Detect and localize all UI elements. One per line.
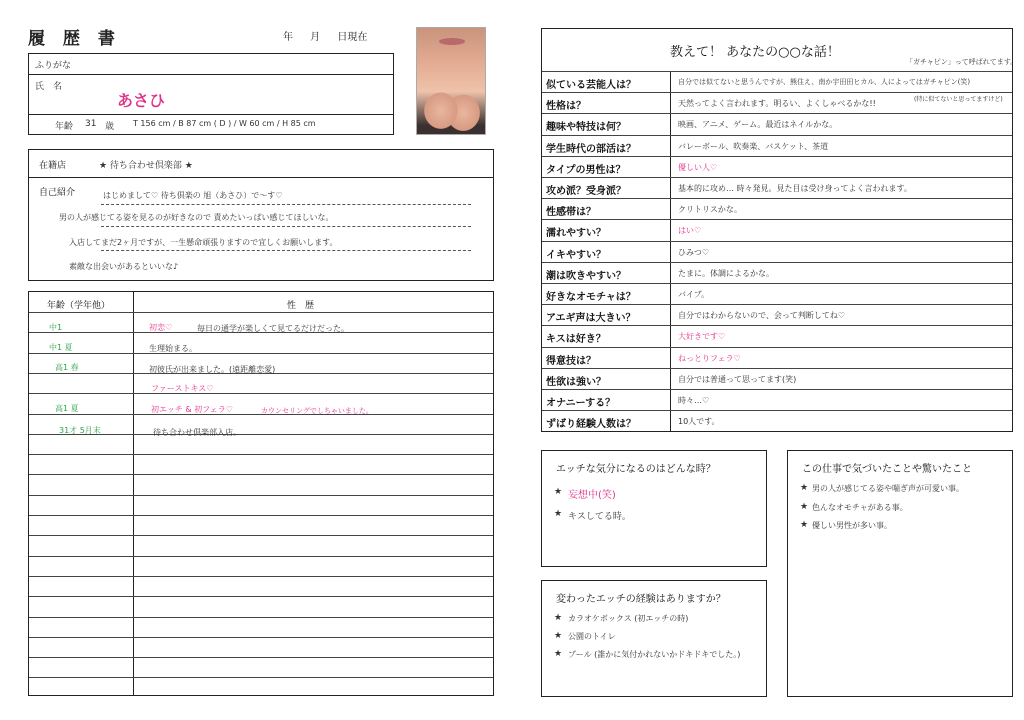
- question-rule-line: [542, 325, 1012, 326]
- question-rule-line: [542, 389, 1012, 390]
- history-col-sex: 性 歴: [287, 301, 315, 311]
- history-text: 初彼氏が出来ました。(遠距離恋愛): [149, 365, 276, 374]
- question-answer: 自分では似てないと思うんですが、熊住え、南か宇田田ヒカル、人によってはガチャピン(笑): [678, 78, 971, 86]
- question-rule-line: [542, 177, 1012, 178]
- intro-line: 入店してまだ2ヶ月ですが、一生懸命頑張りますので宜しくお願いします。: [69, 238, 338, 247]
- question-rule-line: [542, 219, 1012, 220]
- question-answer: 時々…♡: [678, 396, 710, 405]
- history-age: 高1 夏: [55, 404, 79, 413]
- question-label: 攻め派？受身派？: [546, 186, 626, 197]
- question-answer: バイブ。: [678, 290, 710, 299]
- question-label: ずばり経験人数は？: [546, 419, 636, 431]
- history-rule-line: [29, 617, 493, 618]
- question-rule-line: [542, 283, 1012, 284]
- profile-photo: [416, 27, 486, 135]
- question-label: キスは好き？: [546, 334, 606, 346]
- star-bullet-icon: ★: [800, 483, 809, 493]
- exp-title: 変わったエッチの経験はありますか？: [556, 594, 726, 605]
- question-rule-line: [542, 410, 1012, 411]
- question-label: 潮は吹きやすい？: [546, 270, 626, 282]
- history-rule-line: [29, 474, 493, 475]
- question-label: 濡れやすい？: [546, 228, 606, 240]
- history-age: 中1 夏: [49, 343, 73, 352]
- measurements: T 156 cm / B 87 cm ( D ) / W 60 cm / H 85 cm: [133, 119, 316, 128]
- store-box: [28, 149, 494, 281]
- job-item: 男の人が感じてる姿や喘ぎ声が可愛い事。: [812, 484, 964, 493]
- question-rule-line: [542, 262, 1012, 263]
- star-bullet-icon: ★: [800, 520, 809, 530]
- job-notice-box: [787, 450, 1013, 697]
- job-item: 色んなオモチャがある事。: [812, 503, 908, 512]
- question-label: 学生時代の部活は？: [546, 143, 636, 155]
- question-answer: たまに。体調によるかな。: [678, 268, 774, 278]
- history-rule-line: [29, 677, 493, 678]
- question-answer: バレーボール、吹奏楽、バスケット、茶道: [678, 141, 829, 151]
- experience-box: [541, 580, 767, 697]
- history-rule-line: [29, 495, 493, 496]
- question-label: 性感帯は？: [546, 207, 596, 219]
- question-label: 得意技は？: [546, 355, 596, 367]
- ecchi-item: 妄想中(笑): [568, 490, 616, 501]
- questions-note-top: 「ガチャピン」って呼ばれてます。: [906, 58, 1018, 66]
- history-table: [28, 291, 494, 696]
- intro-line: はじめまして♡ 待ち倶楽の 旭（あさひ）で～す♡: [103, 191, 283, 200]
- question-rule-line: [542, 368, 1012, 369]
- history-rule-line: [29, 454, 493, 455]
- history-text: カウンセリングでしちゃいました。: [261, 407, 373, 415]
- history-age: 中1: [49, 323, 63, 332]
- star-bullet-icon: ★: [554, 509, 563, 519]
- question-label: イキやすい？: [546, 249, 606, 261]
- job-item: 優しい男性が多い事。: [812, 521, 892, 530]
- history-text-pink: 初エッチ & 初フェラ♡: [151, 405, 233, 414]
- question-rule-line: [542, 71, 1012, 72]
- question-answer: クリトリスかな。: [678, 205, 742, 215]
- question-rule-line: [542, 241, 1012, 242]
- ecchi-item: キスしてる時。: [568, 512, 631, 522]
- star-bullet-icon: ★: [554, 487, 563, 497]
- store-label: 在籍店: [39, 161, 67, 171]
- intro-line: 素敵な出会いがあるといいな♪: [69, 262, 179, 271]
- history-col-age: 年齢（学年他）: [47, 301, 111, 311]
- question-rule-line: [542, 304, 1012, 305]
- history-rule-line: [29, 312, 493, 313]
- question-label: 好きなオモチャは？: [546, 292, 636, 303]
- history-age: 高1 春: [55, 363, 79, 372]
- history-text-pink: 初恋♡: [149, 323, 173, 332]
- question-rule-line: [542, 198, 1012, 199]
- age-unit: 歳: [105, 122, 115, 132]
- question-answer: 自分では普通って思ってます(笑): [678, 374, 797, 384]
- history-rule-line: [29, 353, 493, 354]
- history-text: 生理始まる。: [149, 344, 197, 353]
- store-name: ★ 待ち合わせ倶楽部 ★: [99, 161, 193, 171]
- intro-label: 自己紹介: [39, 188, 76, 198]
- page-title: 履 歴 書: [28, 29, 121, 49]
- question-answer: 自分ではわからないので、会って判断してね♡: [678, 311, 846, 321]
- age-value: 31: [85, 119, 97, 129]
- question-answer: 大好きです♡: [678, 332, 726, 342]
- star-bullet-icon: ★: [800, 502, 809, 512]
- profile-box: [28, 53, 394, 135]
- history-rule-line: [29, 596, 493, 597]
- question-answer: ひみつ♡: [678, 247, 710, 257]
- job-title: この仕事で気づいたことや驚いたこと: [802, 464, 972, 475]
- history-rule-line: [29, 637, 493, 638]
- age-label: 年齢: [55, 122, 74, 132]
- question-label: 似ている芸能人は？: [546, 80, 636, 91]
- history-rule-line: [29, 556, 493, 557]
- history-text: 待ち合わせ倶楽部入店。: [153, 428, 241, 437]
- history-text: 毎日の通学が楽しくて見てるだけだった。: [197, 324, 349, 333]
- question-label: オナニーする？: [546, 398, 616, 409]
- questions-table: [541, 28, 1018, 432]
- exp-item: カラオケボックス (初エッチの時): [568, 614, 689, 623]
- question-answer: 優しい人♡: [678, 162, 718, 172]
- name-label: 氏 名: [35, 82, 63, 92]
- questions-title: 教えて！ あなたの○○な話！: [670, 45, 840, 60]
- ecchi-mood-box: [541, 450, 767, 567]
- history-rule-line: [29, 657, 493, 658]
- furigana-label: ふりがな: [35, 61, 72, 71]
- history-text-pink: ファーストキス♡: [151, 384, 214, 393]
- star-bullet-icon: ★: [554, 649, 563, 659]
- history-rule-line: [29, 393, 493, 394]
- question-answer: 天然ってよく言われます。明るい、よくしゃべるかな!!: [678, 99, 876, 109]
- question-rule-line: [542, 135, 1012, 136]
- question-rule-line: [542, 92, 1012, 93]
- name-value: あさひ: [117, 91, 166, 110]
- question-answer: はい♡: [678, 226, 702, 236]
- ecchi-title: エッチな気分になるのはどんな時？: [556, 464, 716, 475]
- exp-item: 公園のトイレ: [568, 632, 616, 641]
- date-label: 年 月 日現在: [283, 32, 368, 43]
- question-answer: 基本的に攻め… 時々発見。見た目は受け身ってよく言われます。: [678, 184, 912, 193]
- question-label: 性格は？: [546, 101, 586, 113]
- question-rule-line: [542, 113, 1012, 114]
- exp-item: プール (誰かに気付かれないかドキドキでした。): [568, 650, 741, 659]
- question-rule-line: [542, 156, 1012, 157]
- star-bullet-icon: ★: [554, 613, 563, 623]
- questions-note-right: (特に似てないと思ってますけど): [914, 96, 1003, 104]
- question-answer: 映画、アニメ、ゲーム。最近はネイルかな。: [678, 120, 838, 130]
- question-answer: 10人です。: [678, 417, 720, 427]
- question-rule-line: [542, 347, 1012, 348]
- question-answer: ねっとりフェラ♡: [678, 353, 741, 363]
- history-age: 31才 5月末: [59, 426, 101, 435]
- intro-line: 男の人が感じてる姿を見るのが好きなので 責めたいっぱい感じてほしいな。: [59, 213, 334, 222]
- question-label: 性欲は強い？: [546, 376, 606, 388]
- question-label: タイプの男性は？: [546, 164, 626, 176]
- question-label: 趣味や特技は何？: [546, 122, 626, 134]
- history-rule-line: [29, 515, 493, 516]
- question-label: アエギ声は大きい？: [546, 313, 636, 325]
- history-rule-line: [29, 576, 493, 577]
- history-rule-line: [29, 535, 493, 536]
- star-bullet-icon: ★: [554, 631, 563, 641]
